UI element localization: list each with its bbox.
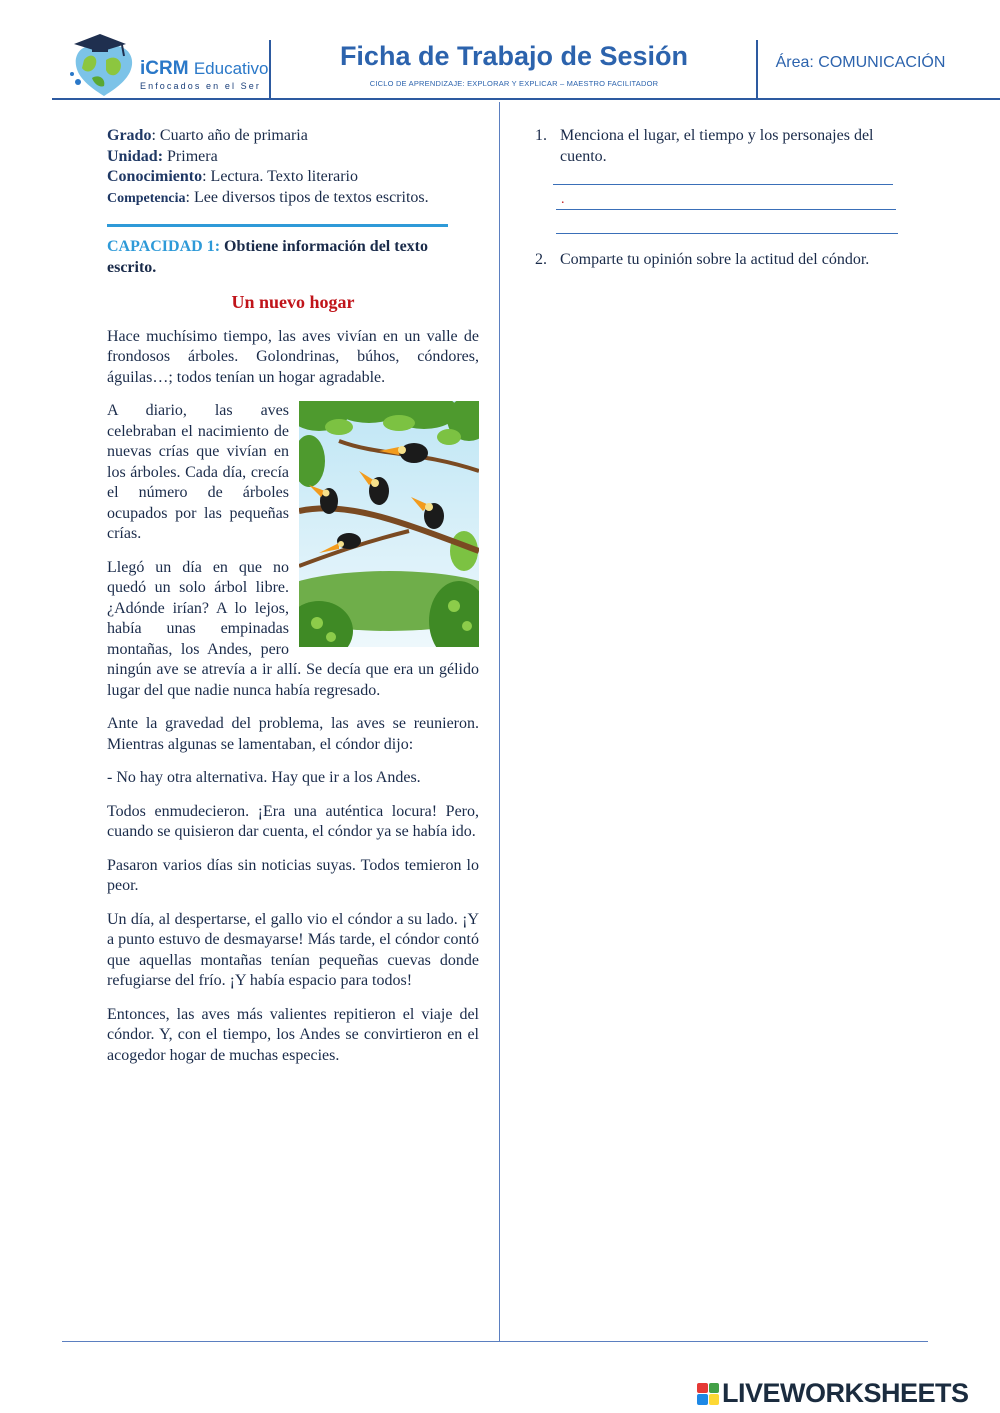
unidad-value: Primera: [163, 147, 218, 165]
liveworksheets-text: LIVEWORKSHEETS: [722, 1378, 969, 1408]
area-label: Área: COMUNICACIÓN: [775, 54, 946, 71]
story-title: Un nuevo hogar: [231, 292, 355, 312]
competencia-row: [107, 188, 479, 210]
logo-tagline: Enfocados en el Ser: [140, 81, 261, 91]
question-2-block: [535, 250, 905, 271]
grado-value: : Cuarto año de primaria: [151, 127, 308, 144]
question-1: [535, 126, 905, 167]
story-paragraph-2: A diario, las aves celebraban el nacimiento de nuevas crías que vivían en los árboles. Cada día, crecía el número de árboles ocupados por las pequeñas crías.: [107, 402, 289, 542]
header-divider-left: [269, 40, 271, 100]
page-subtitle: CICLO DE APRENDIZAJE: EXPLORAR Y EXPLICAR – MAESTRO FACILITADOR: [369, 79, 659, 88]
left-column: [107, 126, 479, 1079]
column-divider: [499, 102, 500, 1342]
page-title: Ficha de Trabajo de Sesión: [339, 41, 689, 71]
story-paragraph-1: Hace muchísimo tiempo, las aves vivían en un valle de frondosos árboles. Golondrinas, búhos, cóndores, águilas…; todos tenían un hogar agradable.: [107, 327, 479, 386]
capacidad-heading: [107, 237, 479, 278]
story-paragraph-4: Ante la gravedad del problema, las aves se reunieron. Mientras algunas se lamentaban, el cóndor dijo:: [107, 715, 479, 753]
question-1-text: Menciona el lugar, el tiempo y los personajes del cuento.: [560, 127, 874, 165]
story-paragraph-6: Pasaron varios días sin noticias suyas. Todos temieron lo peor.: [107, 856, 479, 894]
question-2-text: Comparte tu opinión sobre la actitud del cóndor.: [560, 251, 870, 268]
answer-line-2[interactable]: [556, 209, 896, 210]
story-paragraph-5: Todos enmudecieron. ¡Era una auténtica locura! Pero, cuando se quisieron dar cuenta, el cóndor ya se había ido.: [107, 802, 479, 840]
conocimiento-label: Conocimiento: [107, 168, 203, 185]
capacidad-text: Obtiene información del texto escrito.: [107, 238, 428, 276]
session-meta: [107, 126, 479, 209]
story-paragraph-8: Entonces, las aves más valientes repitieron el viaje del cóndor. Y, con el tiempo, los Andes se convirtieron en el acogedor hogar de muchas especies.: [107, 1005, 479, 1064]
grado-row: [107, 126, 479, 147]
story-dialog: - No hay otra alternativa. Hay que ir a los Andes.: [107, 769, 421, 786]
liveworksheets-logo-icon: [697, 1383, 719, 1405]
liveworksheets-watermark: [697, 1378, 969, 1409]
question-2: [535, 250, 905, 271]
unidad-row: [107, 147, 479, 168]
competencia-value: : Lee diversos tipos de textos escritos.: [185, 188, 429, 206]
unidad-label: Unidad:: [107, 147, 164, 165]
story-paragraph-3: Llegó un día en que no quedó un solo árbol libre. ¿Adónde irían? A lo lejos, había unas empinadas montañas, los Andes, pero ningún ave se atrevía a ir allí. Se decía que era un gélido lugar del que nadie nunca había regresado.: [107, 558, 479, 699]
conocimiento-value: : Lectura. Texto literario: [202, 168, 358, 185]
conocimiento-row: [107, 167, 479, 188]
question-2-number: 2.: [535, 251, 547, 268]
section-rule: [107, 224, 448, 227]
header-bottom-rule: [52, 98, 1000, 100]
story-paragraph-7: Un día, al despertarse, el gallo vio el cóndor a su lado. ¡Y a punto estuvo de desmayarse! Más tarde, el cóndor contó que aquellas montañas tenían pequeñas cuevas donde refugiarse del frío. ¡Y había espacio para todos!: [107, 910, 479, 989]
footer-rule: [62, 1341, 928, 1342]
grado-label: Grado: [107, 127, 152, 144]
logo-brand-strong: iCRM: [140, 58, 189, 79]
logo-text: [140, 58, 269, 91]
toucans-tree-illustration: [299, 401, 479, 647]
capacidad-label: CAPACIDAD 1:: [107, 238, 221, 255]
answer-line-3[interactable]: [556, 233, 898, 234]
answer-mark: .: [561, 192, 565, 207]
logo-brand-rest: Educativo: [193, 59, 269, 78]
right-column: [535, 126, 905, 167]
answer-line-1[interactable]: [553, 184, 893, 185]
competencia-label: Competencia: [107, 190, 186, 206]
question-1-number: 1.: [535, 127, 547, 144]
